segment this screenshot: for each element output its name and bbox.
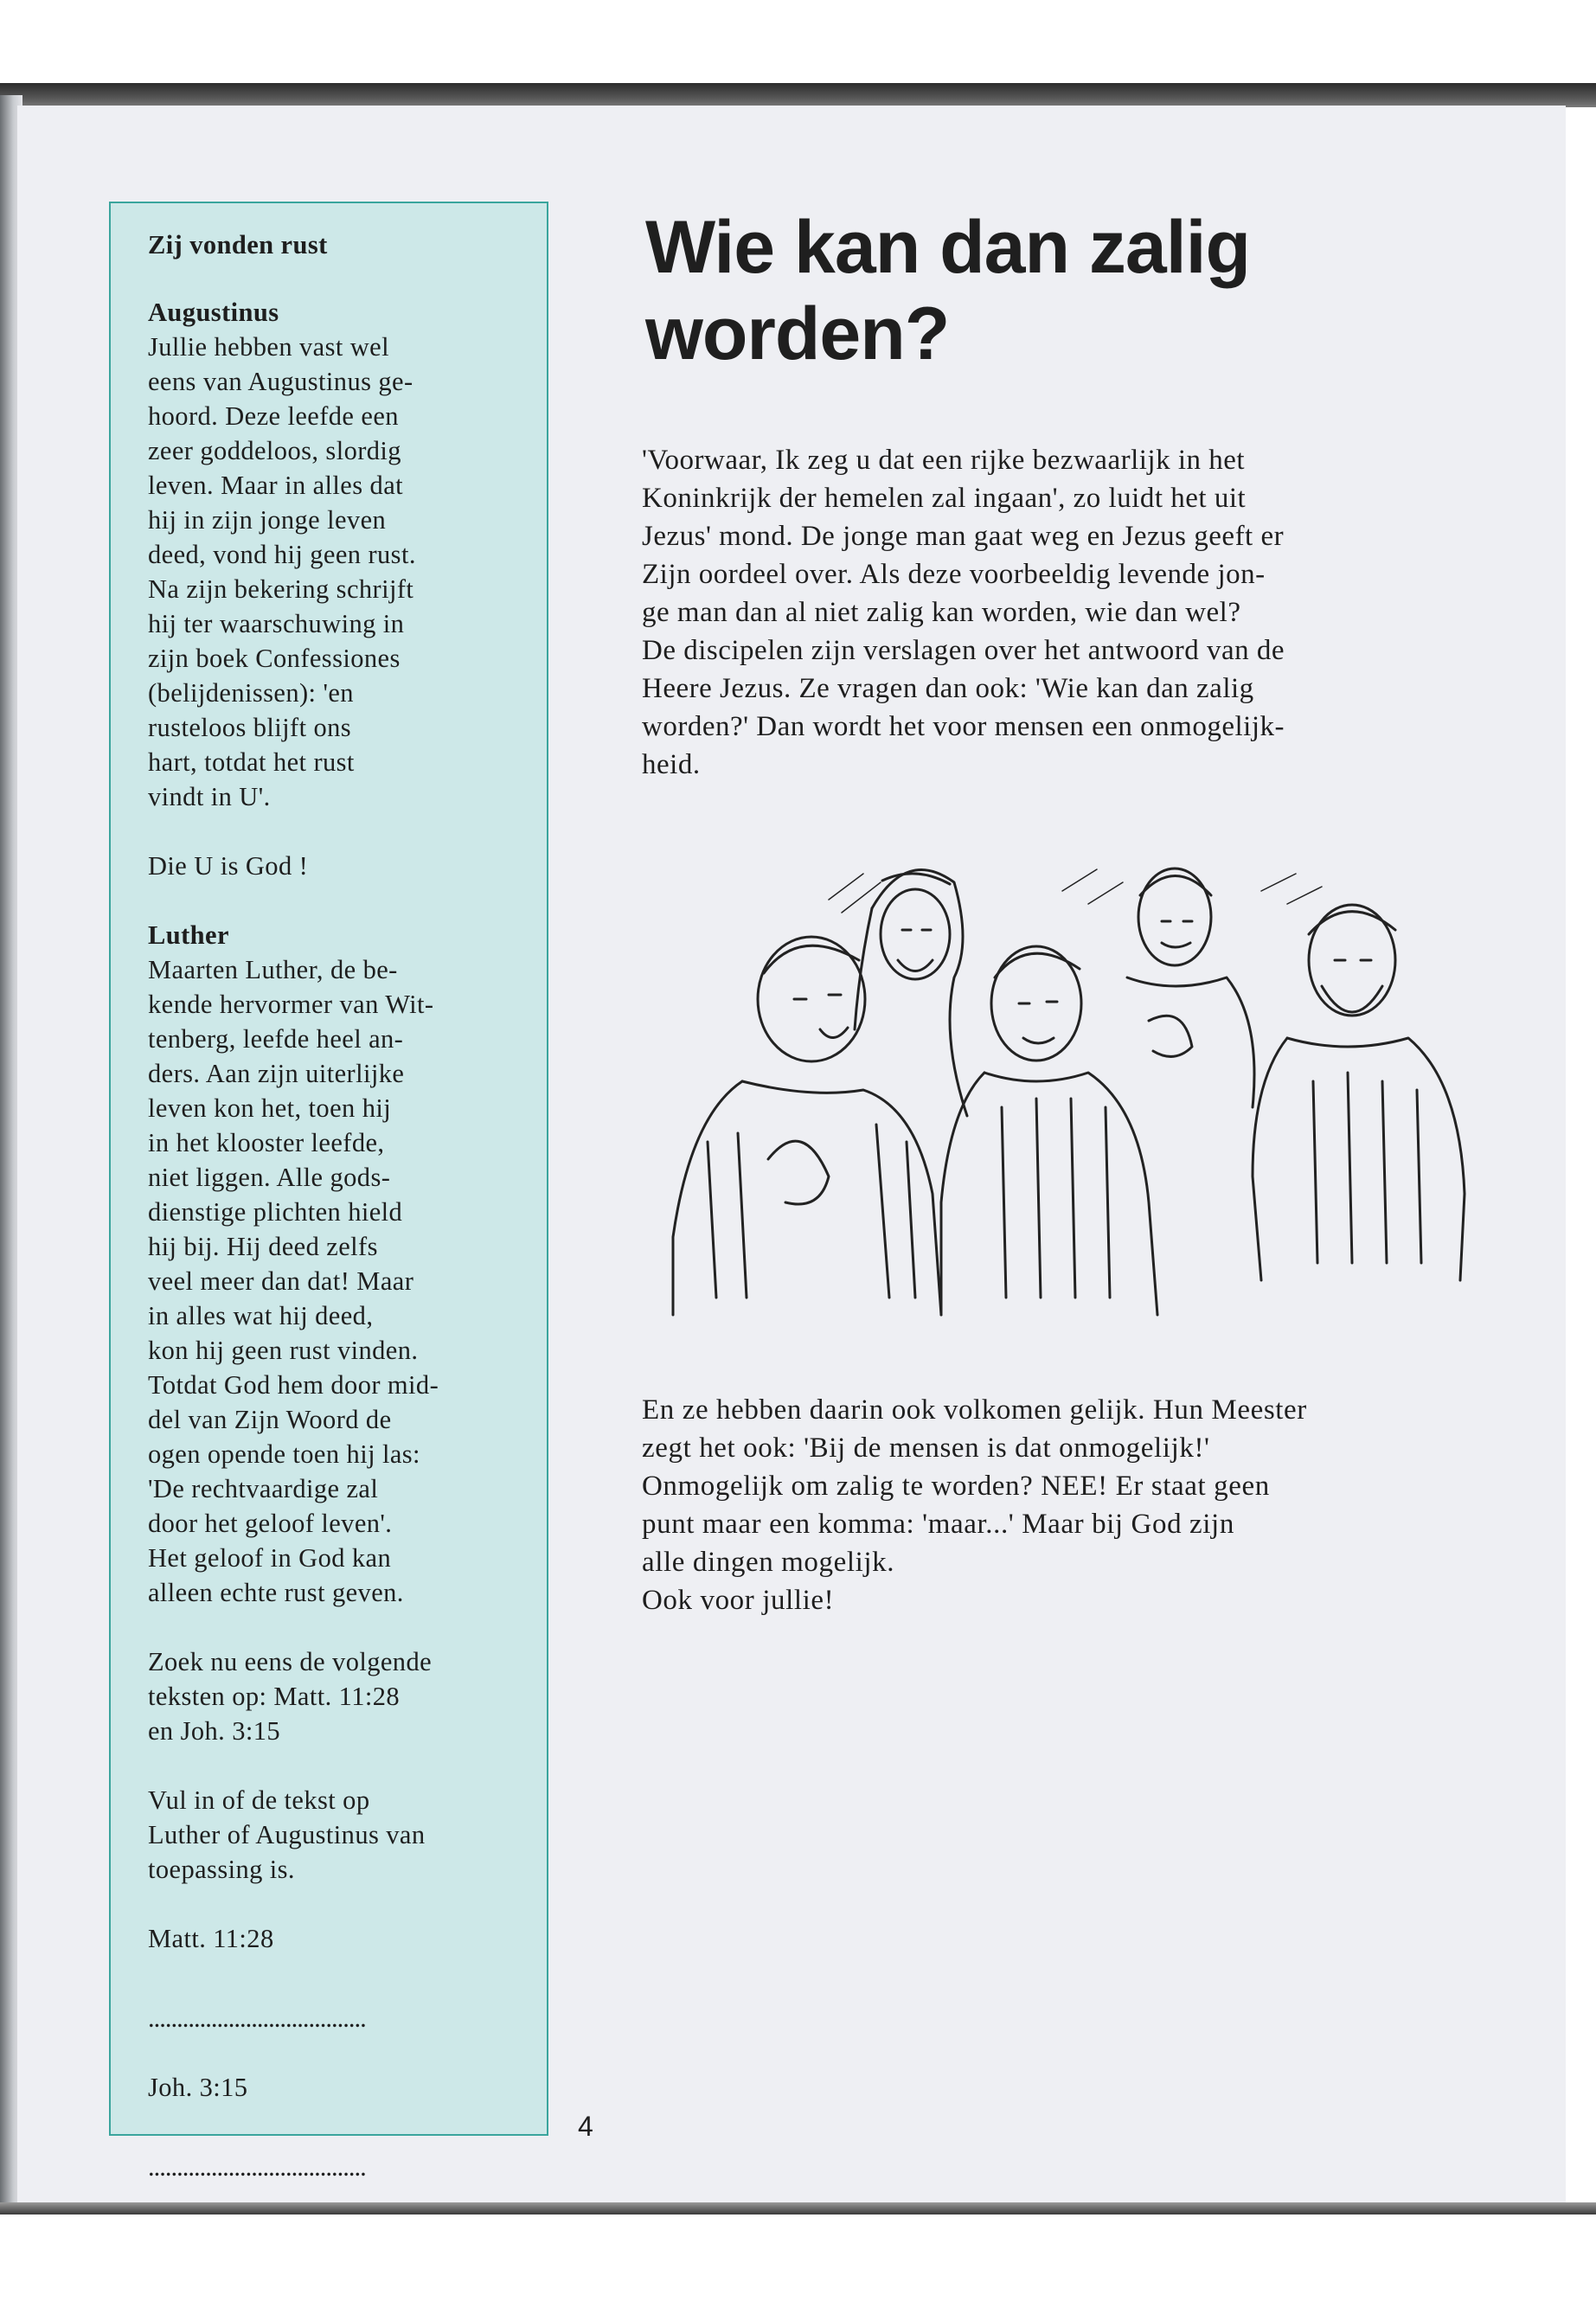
text-line: kende hervormer van Wit- bbox=[148, 990, 434, 1019]
text-line: door het geloof leven'. bbox=[148, 1509, 393, 1538]
text-line: leven. Maar in alles dat bbox=[148, 471, 404, 500]
title-line: Wie kan dan zalig bbox=[645, 206, 1251, 289]
answer-line-matt: ...................................... bbox=[148, 2003, 366, 2033]
text-line: ders. Aan zijn uiterlijke bbox=[148, 1059, 405, 1088]
text-line: ge man dan al niet zalig kan worden, wie dan wel? bbox=[642, 597, 1241, 628]
text-line: dienstige plichten hield bbox=[148, 1197, 403, 1227]
text-line: teksten op: Matt. 11:28 bbox=[148, 1682, 401, 1711]
text-line: Zijn oordeel over. Als deze voorbeeldig levende jon- bbox=[642, 559, 1266, 590]
title-line: worden? bbox=[645, 292, 950, 375]
text-line: Koninkrijk der hemelen zal ingaan', zo luidt het uit bbox=[642, 483, 1247, 514]
text-line: worden?' Dan wordt het voor mensen een onmogelijk- bbox=[642, 711, 1285, 742]
text-line: in het klooster leefde, bbox=[148, 1128, 385, 1157]
luther-heading: Luther bbox=[148, 920, 229, 950]
text-line: punt maar een komma: 'maar...' Maar bij God zijn bbox=[642, 1509, 1234, 1540]
disciple-figure-headcloth bbox=[855, 869, 967, 1116]
text-line: toepassing is. bbox=[148, 1855, 295, 1884]
sidebar-box bbox=[109, 202, 548, 2182]
page-title bbox=[645, 204, 1545, 377]
text-line: alleen echte rust geven. bbox=[148, 1578, 404, 1607]
text-line: rusteloos blijft ons bbox=[148, 713, 352, 742]
text-line: alle dingen mogelijk. bbox=[642, 1547, 895, 1578]
text-line: ogen opende toen hij las: bbox=[148, 1439, 420, 1469]
text-line: in alles wat hij deed, bbox=[148, 1301, 374, 1330]
sidebar-title: Zij vonden rust bbox=[148, 230, 328, 260]
assignment-fill-in bbox=[148, 1783, 516, 1887]
text-line: zegt het ook: 'Bij de mensen is dat onmogelijk!' bbox=[642, 1433, 1210, 1464]
text-line: Vul in of de tekst op bbox=[148, 1785, 370, 1815]
text-line: del van Zijn Woord de bbox=[148, 1405, 392, 1434]
text-line: (belijdenissen): 'en bbox=[148, 678, 354, 708]
closing-paragraph bbox=[642, 1391, 1516, 1619]
disciple-figure-back-right bbox=[1127, 868, 1254, 1107]
text-line: zeer goddeloos, slordig bbox=[148, 436, 401, 465]
text-line: Maarten Luther, de be- bbox=[148, 955, 398, 984]
text-line: niet liggen. Alle gods- bbox=[148, 1163, 391, 1192]
text-line: leven kon het, toen hij bbox=[148, 1093, 392, 1123]
text-line: deed, vond hij geen rust. bbox=[148, 540, 416, 569]
intro-paragraph bbox=[642, 441, 1516, 784]
text-line: kon hij geen rust vinden. bbox=[148, 1336, 419, 1365]
text-line: Onmogelijk om zalig te worden? NEE! Er staat geen bbox=[642, 1471, 1270, 1502]
text-line: 'Voorwaar, Ik zeg u dat een rijke bezwaarlijk in het bbox=[642, 445, 1246, 476]
text-line: veel meer dan dat! Maar bbox=[148, 1266, 414, 1296]
text-line: hij bij. Hij deed zelfs bbox=[148, 1232, 378, 1261]
text-line: Jezus' mond. De jonge man gaat weg en Jezus geeft er bbox=[642, 521, 1285, 552]
text-line: Na zijn bekering schrijft bbox=[148, 574, 414, 604]
text-line: 'De rechtvaardige zal bbox=[148, 1474, 379, 1503]
text-line: heid. bbox=[642, 749, 701, 780]
text-line: Zoek nu eens de volgende bbox=[148, 1647, 433, 1676]
text-line: Jullie hebben vast wel bbox=[148, 332, 389, 362]
text-line: zijn boek Confessiones bbox=[148, 644, 401, 673]
page-number: 4 bbox=[578, 2111, 593, 2142]
text-line: En ze hebben daarin ook volkomen gelijk. Hun Meester bbox=[642, 1394, 1307, 1426]
text-line: Ook voor jullie! bbox=[642, 1585, 835, 1616]
text-line: eens van Augustinus ge- bbox=[148, 367, 413, 396]
text-line: hij ter waarschuwing in bbox=[148, 609, 405, 638]
text-line: tenberg, leefde heel an- bbox=[148, 1024, 404, 1054]
text-line: De discipelen zijn verslagen over het antwoord van de bbox=[642, 635, 1285, 666]
text-line: Totdat God hem door mid- bbox=[148, 1370, 439, 1400]
disciple-figure-middle bbox=[941, 946, 1157, 1315]
reference-matt: Matt. 11:28 bbox=[148, 1924, 274, 1953]
luther-text bbox=[148, 952, 516, 1610]
text-line: vindt in U'. bbox=[148, 782, 271, 811]
scan-top-edge bbox=[0, 83, 1596, 107]
augustinus-closing: Die U is God ! bbox=[148, 851, 309, 881]
text-line: Heere Jezus. Ze vragen dan ook: 'Wie kan dan zalig bbox=[642, 673, 1254, 704]
answer-line-joh: ...................................... bbox=[148, 2152, 366, 2182]
text-line: hoord. Deze leefde een bbox=[148, 401, 399, 431]
scan-bottom-edge bbox=[0, 2202, 1596, 2214]
text-line: Luther of Augustinus van bbox=[148, 1820, 426, 1849]
augustinus-text bbox=[148, 330, 516, 814]
disciples-illustration bbox=[656, 830, 1486, 1332]
text-line: hart, totdat het rust bbox=[148, 747, 355, 777]
assignment-search bbox=[148, 1644, 516, 1748]
disciple-figure-right bbox=[1253, 905, 1465, 1280]
text-line: Het geloof in God kan bbox=[148, 1543, 392, 1573]
augustinus-heading: Augustinus bbox=[148, 298, 279, 327]
text-line: en Joh. 3:15 bbox=[148, 1716, 281, 1746]
reference-joh: Joh. 3:15 bbox=[148, 2073, 248, 2102]
disciple-figure-front-left bbox=[673, 937, 941, 1315]
text-line: hij in zijn jonge leven bbox=[148, 505, 387, 535]
